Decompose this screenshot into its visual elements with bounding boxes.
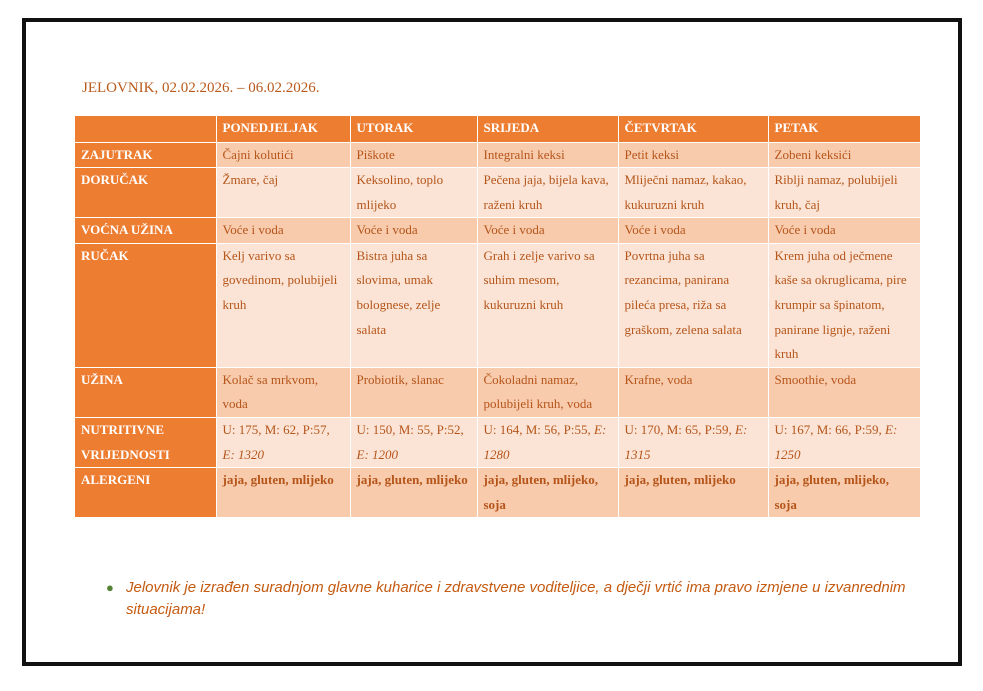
cell-friday [768,418,920,468]
row-nutritivne-vrijednosti [75,418,920,468]
footnote: Jelovnik je izrađen suradnjom glavne kuharice i zdravstvene voditeljice, a dječji vrtić ima pravo izmjene u izvanrednim situacijama! [126,579,906,618]
cell-tuesday: jaja, gluten, mlijeko [350,468,477,518]
cell-tuesday [350,418,477,468]
menu-table [75,116,921,518]
row-label: RUČAK [75,243,216,367]
row-label: VOĆNA UŽINA [75,218,216,244]
row-label: ALERGENI [75,468,216,518]
cell-thursday: Mliječni namaz, kakao, kukuruzni kruh [618,168,768,218]
nutrition-values: U: 167, M: 66, P:59, [774,422,882,438]
cell-wednesday: Pečena jaja, bijela kava, raženi kruh [477,168,618,218]
cell-wednesday: Čokoladni namaz, polubijeli kruh, voda [477,367,618,417]
cell-friday: Riblji namaz, polubijeli kruh, čaj [768,168,920,218]
row-rucak [75,243,920,367]
cell-friday: Voće i voda [768,218,920,244]
cell-thursday: Krafne, voda [618,367,768,417]
cell-wednesday: Integralni keksi [477,142,618,168]
cell-thursday: Petit keksi [618,142,768,168]
cell-thursday: Povrtna juha sa rezancima, panirana pileća presa, riža sa graškom, zelena salata [618,243,768,367]
cell-wednesday [477,418,618,468]
cell-tuesday: Piškote [350,142,477,168]
header-friday: PETAK [768,116,920,142]
bullet-icon: ● [106,580,114,595]
cell-wednesday: Voće i voda [477,218,618,244]
cell-friday: Krem juha od ječmene kaše sa okruglicama, pire krumpir sa špinatom, panirane lignje, raženi kruh [768,243,920,367]
header-monday: PONEDJELJAK [216,116,350,142]
cell-monday: jaja, gluten, mlijeko [216,468,350,518]
cell-friday: Zobeni keksići [768,142,920,168]
cell-monday: Voće i voda [216,218,350,244]
row-vocna-uzina [75,218,920,244]
page-frame [22,18,962,666]
cell-thursday: Voće i voda [618,218,768,244]
cell-monday: Čajni kolutići [216,142,350,168]
cell-monday: Kelj varivo sa govedinom, polubijeli kruh [216,243,350,367]
row-zajutrak [75,142,920,168]
cell-thursday: jaja, gluten, mlijeko [618,468,768,518]
energy-value: E: 1250 [774,422,898,462]
cell-tuesday: Probiotik, slanac [350,367,477,417]
cell-thursday [618,418,768,468]
nutrition-values: U: 170, M: 65, P:59, [624,422,732,438]
row-uzina [75,367,920,417]
nutrition-values: U: 175, M: 62, P:57, [222,422,330,438]
cell-monday: Kolač sa mrkvom, voda [216,367,350,417]
header-row [75,116,920,142]
cell-friday: jaja, gluten, mlijeko, soja [768,468,920,518]
energy-value: E: 1320 [222,446,265,462]
cell-tuesday: Keksolino, toplo mlijeko [350,168,477,218]
energy-value: E: 1315 [624,422,748,462]
header-tuesday: UTORAK [350,116,477,142]
energy-value: E: 1280 [483,422,607,462]
menu-title: JELOVNIK, 02.02.2026. – 06.02.2026. [82,80,320,96]
cell-tuesday: Bistra juha sa slovima, umak bolognese, zelje salata [350,243,477,367]
row-label: NUTRITIVNE VRIJEDNOSTI [75,418,216,468]
cell-friday: Smoothie, voda [768,367,920,417]
row-label: ZAJUTRAK [75,142,216,168]
cell-monday: Žmare, čaj [216,168,350,218]
row-alergeni [75,468,920,518]
row-label: UŽINA [75,367,216,417]
energy-value: E: 1200 [356,446,399,462]
cell-tuesday: Voće i voda [350,218,477,244]
header-wednesday: SRIJEDA [477,116,618,142]
row-dorucak [75,168,920,218]
header-corner [75,116,216,142]
cell-wednesday: Grah i zelje varivo sa suhim mesom, kukuruzni kruh [477,243,618,367]
nutrition-values: U: 164, M: 56, P:55, [483,422,591,438]
cell-monday [216,418,350,468]
row-label: DORUČAK [75,168,216,218]
nutrition-values: U: 150, M: 55, P:52, [356,422,464,438]
cell-wednesday: jaja, gluten, mlijeko, soja [477,468,618,518]
header-thursday: ČETVRTAK [618,116,768,142]
